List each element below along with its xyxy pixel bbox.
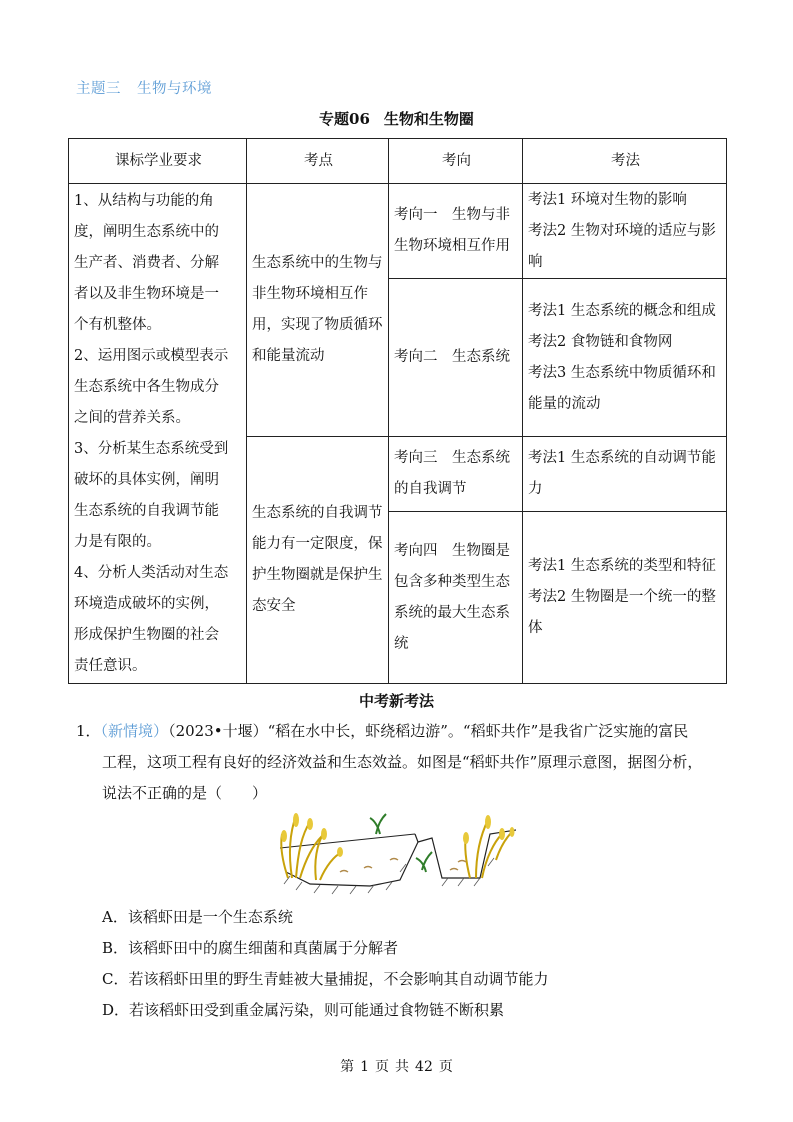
requirement-line: 者以及非生物环境是一 [74,286,219,302]
requirement-line: 生产者、消费者、分解 [74,255,219,271]
footer-text: 页 [375,1059,390,1075]
question-line-1 [76,721,688,741]
direction-text: 考向一 生物与非生物环境相互作用 [394,207,510,254]
question-text: “稻在水中长，虾绕稻边游”。“稻虾共作”是我省广泛实施的富民 [267,722,689,740]
section-title: 中考新考法 [358,692,434,710]
question-line-3: 说法不正确的是（ ） [102,784,268,802]
direction-cell [389,437,523,512]
topic-name: 生物和生物圈 [383,110,474,128]
header-methods: 考法 [523,139,727,184]
method-text: 考法1 生态系统的概念和组成 [528,302,716,319]
method-text: 考法2 生物对环境的适应与影响 [528,222,716,270]
requirement-line: 力是有限的。 [74,534,161,550]
requirement-line: 生态系统的自我调节能 [74,503,219,519]
method-cell [523,512,727,684]
theme-label: 主题三 [76,81,121,97]
topic-title [0,108,793,129]
question-line-2: 工程，这项工程有良好的经济效益和生态效益。如图是“稻虾共作”原理示意图，据图分析， [102,753,703,771]
requirement-line: 2、运用图示或模型表示 [74,348,229,364]
requirement-line: 形成保护生物圈的社会 [74,627,219,643]
point-text: 生态系统中的生物与非生物环境相互作用，实现了物质循环和能量流动 [252,255,383,364]
direction-text: 考向二 生态系统 [394,349,510,365]
direction-cell [389,279,523,437]
option-c: C．若该稻虾田里的野生青蛙被大量捕捉，不会影响其自动调节能力 [102,970,549,988]
option-d: D．若该稻虾田受到重金属污染，则可能通过食物链不断积累 [102,1001,505,1019]
point-text: 生态系统的自我调节能力有一定限度，保护生物圈就是保护生态安全 [252,505,383,614]
method-cell [523,184,727,279]
rice-shrimp-diagram [280,812,516,898]
requirement-line: 度，阐明生态系统中的 [74,224,219,240]
header-requirements: 课标学业要求 [69,139,247,184]
requirement-line: 3、分析某生态系统受到 [74,441,229,457]
direction-text: 考向三 生态系统的自我调节 [394,450,510,497]
header-points: 考点 [247,139,389,184]
question-tag: （新情境） [100,722,169,740]
point-cell [247,184,389,437]
method-text: 考法1 环境对生物的影响 [528,191,687,208]
requirement-line: 个有机整体。 [74,317,161,333]
footer-text: 共 [395,1059,410,1075]
table-header-row [69,139,727,184]
page-footer [0,1056,793,1076]
topic-label: 专题06 [319,110,370,128]
header-directions: 考向 [389,139,523,184]
requirements-cell [69,184,247,684]
requirements-table [68,138,727,684]
method-cell [523,437,727,512]
method-text: 考法3 生态系统中物质循环和能量的流动 [528,364,716,412]
method-text: 考法2 食物链和食物网 [528,333,673,350]
theme-heading [76,77,212,98]
point-cell [247,437,389,684]
requirement-line: 生态系统中各生物成分 [74,379,219,395]
requirement-line: 环境造成破坏的实例， [74,596,219,612]
direction-text: 考向四 生物圈是包含多种类型生态系统的最大生态系统 [394,542,510,652]
method-cell [523,279,727,437]
page-number: 1 [360,1059,370,1075]
question-source: （2023•十堰） [168,722,268,740]
footer-text: 第 [340,1059,355,1075]
direction-cell [389,184,523,279]
theme-name: 生物与环境 [137,81,212,97]
requirement-line: 4、分析人类活动对生态 [74,565,229,581]
question-number: 1． [76,722,101,740]
method-text: 考法2 生物圈是一个统一的整体 [528,589,716,636]
option-b: B．该稻虾田中的腐生细菌和真菌属于分解者 [102,939,399,957]
footer-text: 页 [438,1059,453,1075]
table-row [69,184,727,279]
option-a: A．该稻虾田是一个生态系统 [102,908,293,926]
total-pages: 42 [415,1059,433,1075]
requirement-line: 之间的营养关系。 [74,410,190,426]
requirement-line: 1、从结构与功能的角 [74,193,214,209]
direction-cell [389,512,523,684]
requirement-line: 责任意识。 [74,658,147,674]
method-text: 考法1 生态系统的自动调节能力 [528,450,716,497]
method-text: 考法1 生态系统的类型和特征 [528,558,716,574]
requirement-line: 破坏的具体实例，阐明 [74,472,219,488]
